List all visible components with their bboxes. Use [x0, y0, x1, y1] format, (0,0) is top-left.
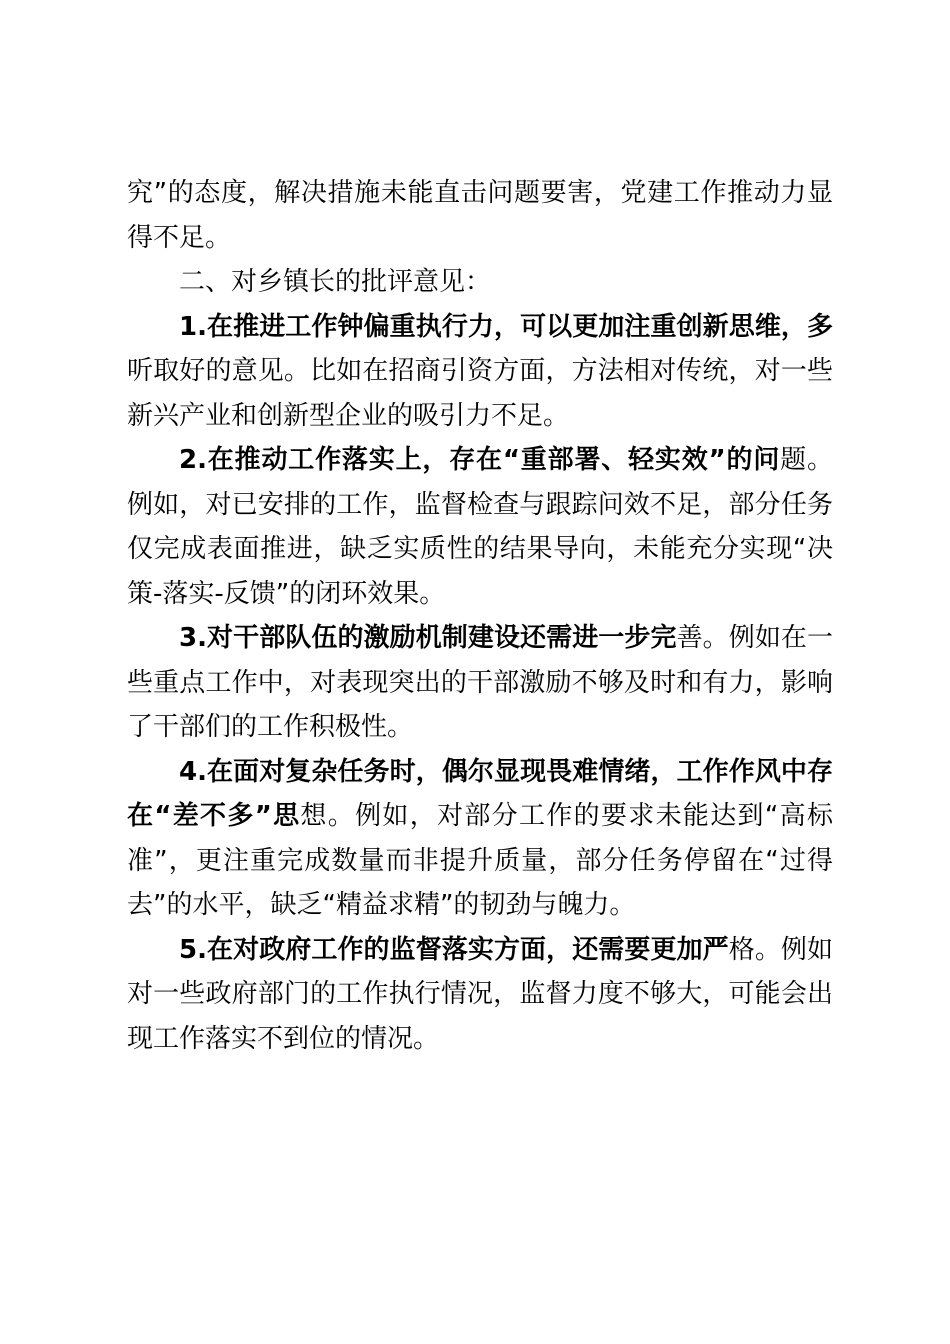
- item-body-text: 听取好的意见。比如在招商引资方面，方法相对传统，对一些新兴产业和创新型企业的吸引力不足。: [127, 356, 833, 431]
- criticism-item-4: [127, 750, 833, 928]
- paragraph-text: 究”的态度，解决措施未能直击问题要害，党建工作推动力显得不足。: [127, 178, 833, 253]
- section-heading: [127, 260, 833, 305]
- section-heading-text: 二、对乡镇长的批评意见：: [179, 267, 492, 297]
- item-body-text: 想。例如，对部分工作的要求未能达到“高标准”，更注重完成数量而非提升质量，部分任务停留在“过得去”的水平，缺乏“精益求精”的韧劲与魄力。: [127, 801, 833, 920]
- criticism-item-1: [127, 305, 833, 439]
- document-body: [127, 171, 833, 1061]
- item-body-text: 题。例如，对已安排的工作，监督检查与跟踪问效不足，部分任务仅完成表面推进，缺乏实质性的结果导向，未能充分实现“决策-落实-反馈”的闭环效果。: [127, 445, 833, 609]
- criticism-item-3: [127, 616, 833, 750]
- item-body-text: 格。例如对一些政府部门的工作执行情况，监督力度不够大，可能会出现工作落实不到位的情况。: [127, 934, 833, 1054]
- criticism-item-2: [127, 438, 833, 616]
- paragraph-continuation: [127, 171, 833, 260]
- item-lead-bold: 2.在推动工作落实上，存在“重部署、轻实效”的问: [179, 445, 781, 475]
- item-body-text: 善。例如在一些重点工作中，对表现突出的干部激励不够及时和有力，影响了干部们的工作积极性。: [127, 623, 833, 742]
- criticism-item-5: [127, 928, 833, 1062]
- item-lead-bold: 4.在面对复杂任务时，偶尔显现畏难情绪，工作作风中存在“差不多”思: [127, 756, 833, 831]
- item-lead-bold: 3.对干部队伍的激励机制建设还需进一步完: [179, 623, 677, 653]
- item-lead-bold: 5.在对政府工作的监督落实方面，还需要更加严: [179, 934, 729, 965]
- item-lead-bold: 1.在推进工作钟偏重执行力，可以更加注重创新思维，多: [179, 311, 833, 342]
